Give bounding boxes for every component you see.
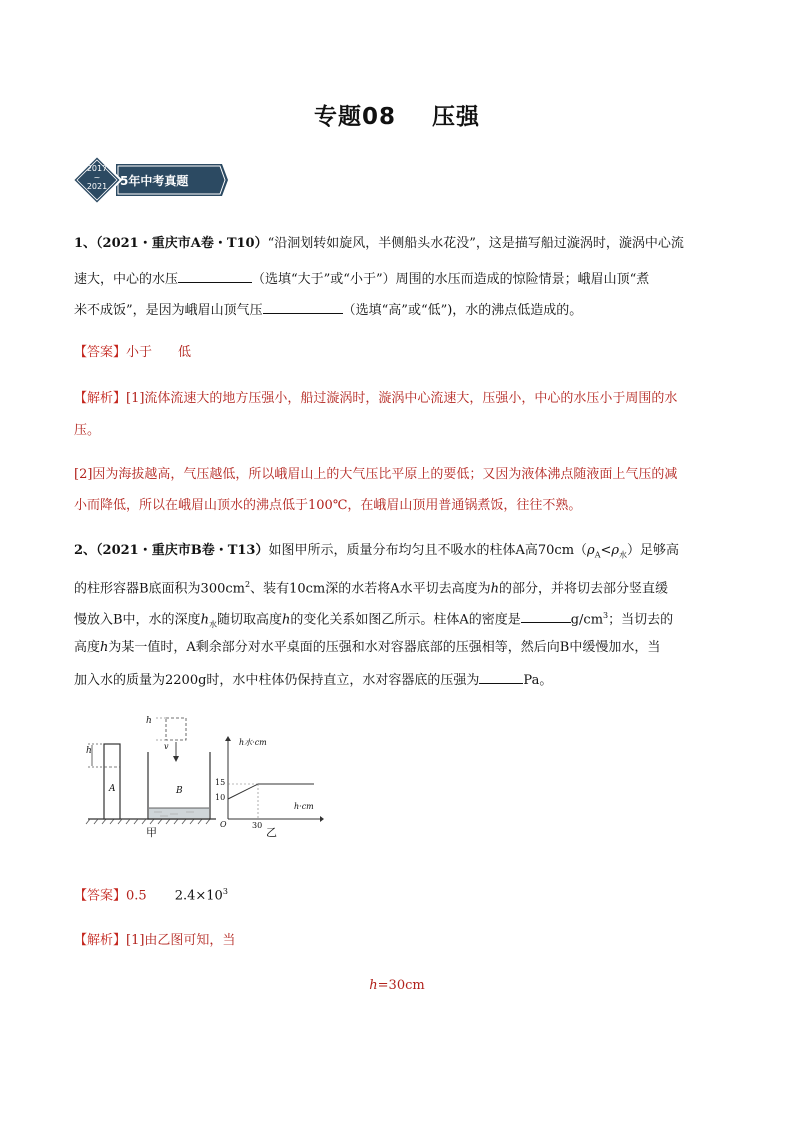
q2-source: （2021・重庆市B卷・T13） [96, 543, 269, 558]
q2-sub-water: 水 [208, 619, 217, 629]
q2-figure [84, 712, 324, 838]
rho-symbol: ρ [587, 543, 595, 558]
q2-answer-tag: 【答案】 [74, 888, 127, 904]
q2-answer-1: 0.5 [126, 888, 147, 904]
fig-tick-30: 30 [252, 821, 263, 830]
q2-sup-3: 3 [603, 611, 609, 620]
q2-text-4b: 为某一值时，A剩余部分对水平桌面的压强和水对容器底部的压强相等，然后向B中缓慢加水，当 [108, 640, 661, 655]
fig-tick-10: 10 [215, 793, 226, 802]
q2-line3 [74, 606, 724, 635]
page-title [0, 98, 794, 131]
title-part2: 压强 [432, 104, 480, 130]
fig-label-h: h [86, 746, 92, 756]
rho-sub-a: A [594, 550, 601, 560]
q2-h-italic-3: h [100, 640, 109, 655]
q1-analysis-line3: [2]因为海拔越高，气压越低，所以峨眉山上的大气压比平原上的要低；又因为液体沸点随液面上气压的减 [74, 467, 678, 482]
q2-text-2c: 的部分，并将切去部分竖直缓 [499, 581, 669, 597]
q2-text-1a: 如图甲所示，质量分布均匀且不吸水的柱体A高70cm（ [268, 543, 588, 558]
q1-blank-2 [263, 299, 343, 314]
q1-answer-1: 小于 [126, 345, 153, 360]
q2-unit-density: g/cm [570, 612, 604, 628]
q2-text-2b: 、装有10cm深的水若将A水平切去高度为 [250, 581, 491, 597]
q2-h-water: h [200, 612, 209, 628]
formula-h: h [369, 978, 378, 993]
fig-label-jia: 甲 [146, 826, 157, 839]
fig-label-h-cut: h [146, 716, 152, 726]
q2-text-1b: ）足够高 [627, 543, 680, 558]
q2-analysis-tag: 【解析】 [74, 933, 127, 948]
q1-line3 [74, 299, 724, 321]
q2-line2 [74, 575, 724, 599]
q2-analysis-line1 [74, 931, 724, 951]
q1-source: （2021・重庆市A卷・T10） [96, 236, 268, 251]
q1-blank-1 [178, 268, 252, 283]
q1-text-2a: 速大，中心的水压 [74, 272, 179, 287]
rho-sub-water: 水 [619, 550, 628, 560]
q2-answer-2-exp: 3 [222, 887, 228, 896]
q1-line1 [74, 234, 724, 254]
fig-axis-x: h·cm [294, 802, 314, 811]
banner-year-bottom: 2021 [86, 182, 108, 191]
q2-number: 2、 [74, 543, 97, 558]
q2-unit-pa: Pa。 [523, 673, 553, 688]
q1-text-3b: （选填“高”或“低”)，水的沸点低造成的。 [342, 303, 583, 318]
q2-text-3d: ；当切去的 [608, 612, 674, 628]
q2-text-3c: 的变化关系如图乙所示。柱体A的密度是 [290, 612, 521, 628]
q2-text-4a: 高度 [74, 640, 101, 655]
q1-text-1: “沿洄划转如旋风，半侧船头水花没”，这是描写船过漩涡时，漩涡中心流 [267, 236, 684, 251]
q2-blank-2 [479, 669, 523, 684]
fig-axis-y: h水·cm [239, 738, 267, 747]
fig-label-a: A [109, 784, 116, 794]
q2-line1 [74, 541, 724, 566]
fig-tick-15: 15 [215, 778, 226, 787]
q1-analysis-tag: 【解析】 [74, 391, 127, 406]
fig-origin: O [220, 820, 227, 829]
q2-text-3a: 慢放入B中，水的深度 [74, 612, 201, 628]
less-than: < [600, 543, 612, 558]
q2-formula [0, 978, 794, 993]
title-part1: 专题08 [313, 104, 396, 130]
banner-year-sep: ~ [93, 173, 101, 182]
q1-analysis-line1 [74, 389, 724, 409]
q1-text-2b: （选填“大于”或“小于”）周围的水压而造成的惊险情景；峨眉山顶“煮 [252, 272, 650, 287]
q2-analysis-1: [1]由乙图可知，当 [126, 933, 236, 948]
q1-answer [74, 343, 724, 363]
q2-h-italic: h [490, 581, 499, 597]
fig-label-yi: 乙 [266, 826, 277, 839]
q2-text-2a: 的柱形容器B底面积为300cm [74, 581, 245, 597]
banner-year-top: 2017 [86, 164, 108, 173]
q1-number: 1、 [74, 236, 97, 251]
q1-answer-2: 低 [178, 345, 192, 360]
fig-label-b: B [176, 786, 183, 796]
rho-symbol-2: ρ [611, 543, 620, 558]
q1-text-3a: 米不成饭”，是因为峨眉山顶气压 [74, 303, 263, 318]
q1-analysis-1: [1]流体流速大的地方压强小，船过漩涡时，漩涡中心流速大，压强小，中心的水压小于周围的水 [126, 391, 678, 406]
q1-analysis-line4: 小而降低，所以在峨眉山顶水的沸点低于100℃，在峨眉山顶用普通锅煮饭，往往不熟。 [74, 498, 582, 513]
q2-answer [74, 882, 724, 906]
q2-line5 [74, 669, 724, 691]
q2-text-3b: 随切取高度 [216, 612, 282, 628]
q2-h-italic-2: h [281, 612, 291, 628]
q1-answer-tag: 【答案】 [74, 345, 127, 360]
q2-blank-1 [521, 608, 571, 623]
formula-rest: =30cm [377, 978, 425, 993]
fig-label-v: v [164, 742, 169, 751]
banner-label: 5年中考真题 [120, 174, 189, 188]
q1-line2 [74, 268, 724, 290]
q2-text-5a: 加入水的质量为2200g时，水中柱体仍保持直立，水对容器底的压强为 [74, 673, 480, 688]
section-banner [72, 155, 232, 205]
q2-line4 [74, 638, 724, 658]
q1-analysis-line2: 压。 [74, 423, 101, 438]
q2-sup-2: 2 [244, 580, 251, 589]
q2-answer-2-base: 2.4×10 [174, 888, 223, 904]
